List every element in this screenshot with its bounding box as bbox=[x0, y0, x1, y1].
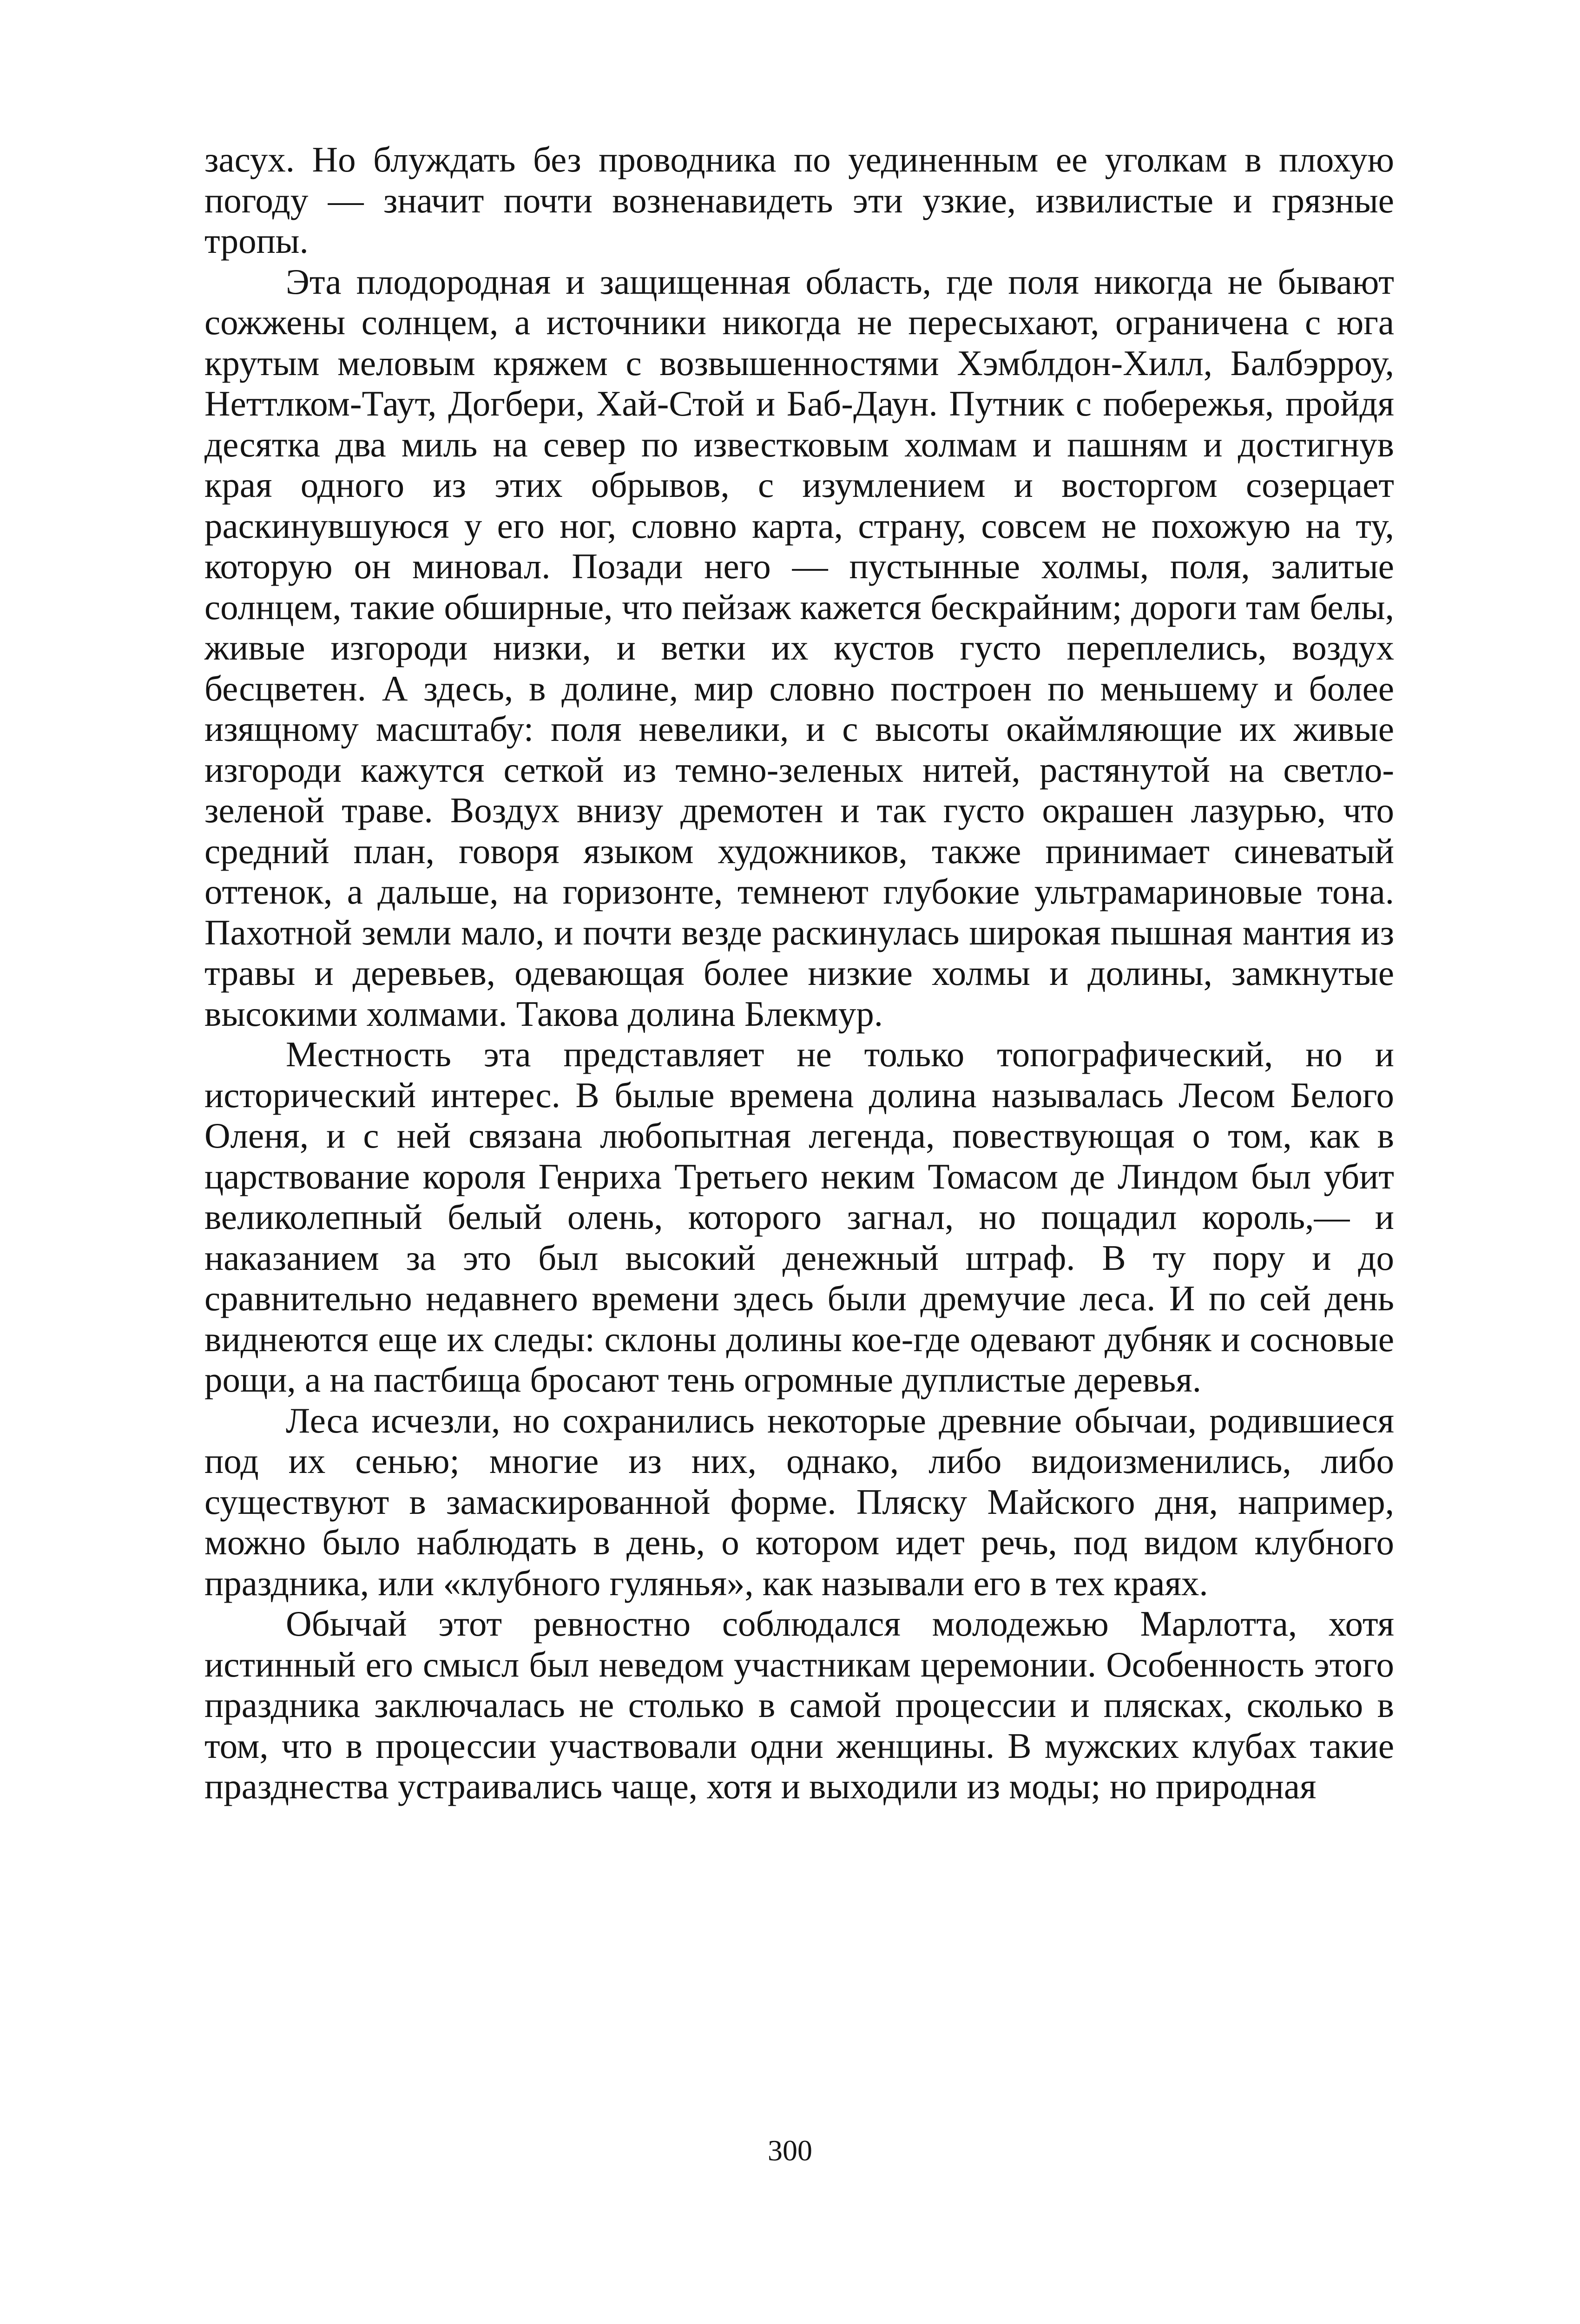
body-text bbox=[204, 139, 1394, 1807]
paragraph-5: Обычай этот ревностно соблюдался молодежью Марлотта, хотя истинный его смысл был неведом участникам церемонии. Особенность этого праздника заключалась не столько в самой процессии и плясках, сколько в том, что в процессии участвовали одни женщины. В мужских клубах такие празднества устраивались чаще, хотя и выходили из моды; но природная bbox=[204, 1604, 1394, 1806]
paragraph-2: Эта плодородная и защищенная область, где поля никогда не бывают сожжены солнцем, а источники никогда не пересыхают, ограничена с юга крутым меловым кряжем с возвышенностями Хэмблдон-Хилл, Балбэрроу, Неттлком-Таут, Догбери, Хай-Стой и Баб-Даун. Путник с побережья, пройдя десятка два миль на север по известковым холмам и пашням и достигнув края одного из этих обрывов, с изумлением и восторгом созерцает раскинувшуюся у его ног, словно карта, страну, совсем не похожую на ту, которую он миновал. Позади него — пустынные холмы, поля, залитые солнцем, такие обширные, что пейзаж кажется бескрайним; дороги там белы, живые изгороди низки, и ветки их кустов густо переплелись, воздух бесцветен. А здесь, в долине, мир словно построен по меньшему и более изящному масштабу: поля невелики, и с высоты окаймляющие их живые изгороди кажутся сеткой из темно-зеленых нитей, растянутой на светло-зеленой траве. Воздух внизу дремотен и так густо окрашен лазурью, что средний план, говоря языком художников, также принимает синеватый оттенок, а дальше, на горизонте, темнеют глубокие ультрамариновые тона. Пахотной земли мало, и почти везде раскинулась широкая пышная мантия из травы и деревьев, одевающая более низкие холмы и долины, замкнутые высокими холмами. Такова долина Блекмур. bbox=[204, 261, 1394, 1034]
paragraph-4: Леса исчезли, но сохранились некоторые древние обычаи, родившиеся под их сенью; многие из них, однако, либо видоизменились, либо существуют в замаскированной форме. Пляску Майского дня, например, можно было наблюдать в день, о котором идет речь, под видом клубного праздника, или «клубного гулянья», как называли его в тех краях. bbox=[204, 1400, 1394, 1603]
paragraph-1: засух. Но блуждать без проводника по уединенным ее уголкам в плохую погоду — значит почти возненавидеть эти узкие, извилистые и грязные тропы. bbox=[204, 139, 1394, 261]
paragraph-3: Местность эта представляет не только топографический, но и исторический интерес. В былые времена долина называлась Лесом Белого Оленя, и с ней связана любопытная легенда, повествующая о том, как в царствование короля Генриха Третьего неким Томасом де Линдом был убит великолепный белый олень, которого загнал, но пощадил король,— и наказанием за это был высокий денежный штраф. В ту пору и до сравнительно недавнего времени здесь были дремучие леса. И по сей день виднеются еще их следы: склоны долины кое-где одевают дубняк и сосновые рощи, а на пастбища бросают тень огромные дуплистые деревья. bbox=[204, 1034, 1394, 1400]
page-number: 300 bbox=[768, 2134, 812, 2167]
